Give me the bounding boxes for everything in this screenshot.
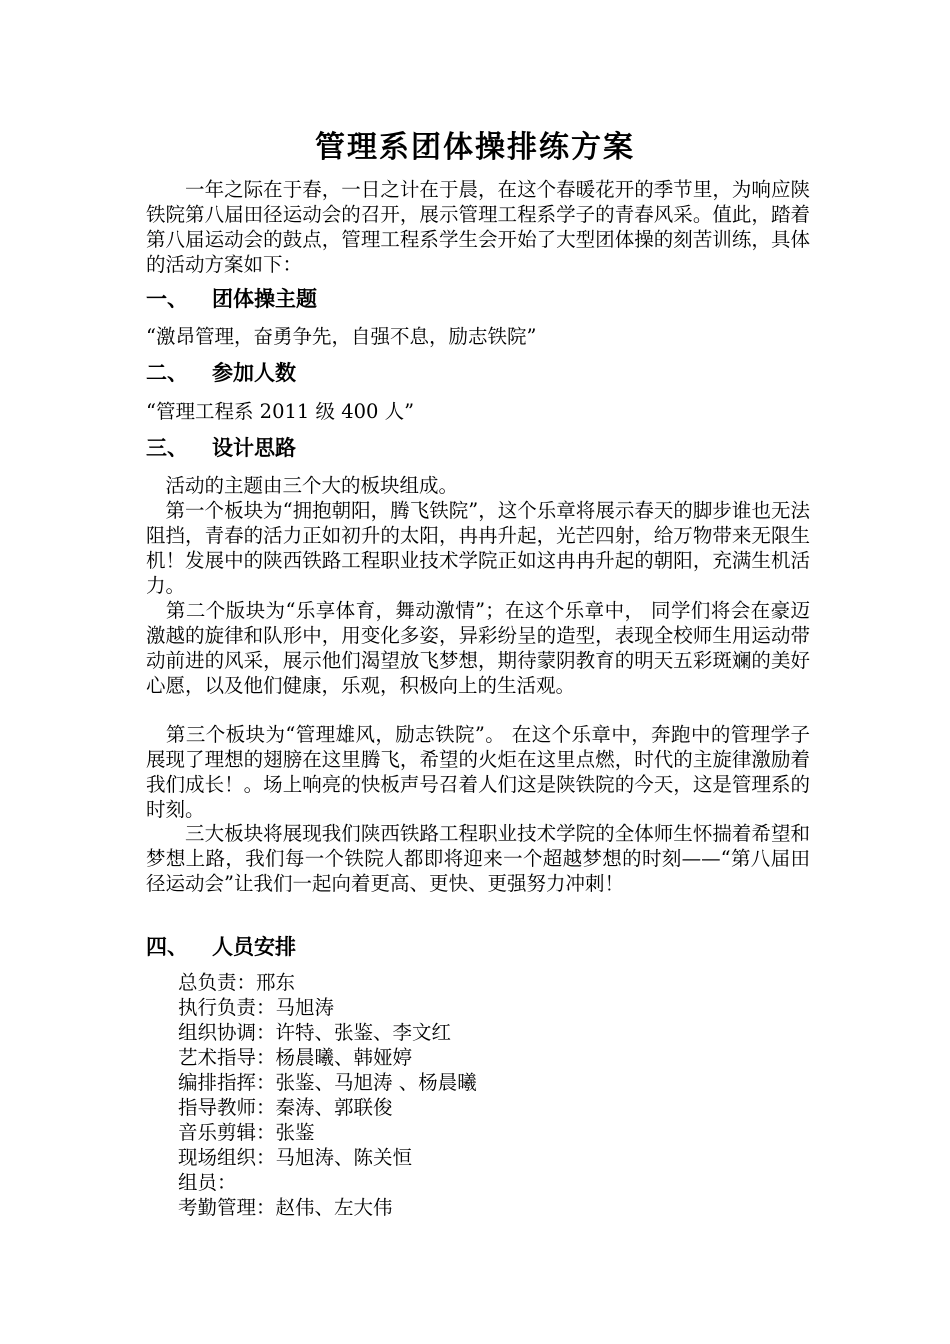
section-number: 三、: [146, 436, 188, 460]
staff-line: 现场组织：马旭涛、陈关恒: [178, 1146, 413, 1169]
staff-line: 艺术指导：杨晨曦、韩娅婷: [178, 1046, 413, 1069]
section-heading-theme: [146, 284, 810, 314]
theme-slogan: “激昂管理，奋勇争先，自强不息，励志铁院”: [146, 325, 537, 348]
section-heading-design: [146, 433, 810, 463]
section-number: 四、: [146, 935, 188, 959]
section-title: 设计思路: [212, 436, 296, 460]
staff-line: 组员：: [178, 1171, 237, 1194]
staff-line: 编排指挥：张鉴、马旭涛 、杨晨曦: [178, 1071, 477, 1094]
section-title: 人员安排: [212, 935, 296, 959]
design-paragraph-2: 第一个板块为“拥抱朝阳，腾飞铁院”，这个乐章将展示春天的脚步谁也无法阻挡，青春的活力正如初升的太阳，冉冉升起，光芒四射，给万物带来无限生机！发展中的陕西铁路工程职业技术学院正如这冉冉升起的朝阳，充满生机活力。: [146, 499, 810, 597]
staff-line: 指导教师：秦涛、郭联俊: [178, 1096, 393, 1119]
design-paragraph-3: 第二个版块为“乐享体育，舞动激情”；在这个乐章中， 同学们将会在豪迈激越的旋律和队形中，用变化多姿，异彩纷呈的造型，表现全校师生用运动带动前进的风采，展示他们渴望放飞梦想，期待蒙阴教育的明天五彩斑斓的美好心愿，以及他们健康，乐观，积极向上的生活观。: [146, 599, 810, 697]
section-heading-participants: [146, 358, 810, 388]
staff-line: 音乐剪辑：张鉴: [178, 1121, 315, 1144]
staff-line: 考勤管理：赵伟、左大伟: [178, 1196, 393, 1219]
design-paragraph-1: 活动的主题由三个大的板块组成。: [146, 474, 459, 497]
section-title: 参加人数: [212, 361, 296, 385]
section-title: 团体操主题: [212, 287, 317, 311]
design-paragraph-4: 第三个板块为“管理雄风，励志铁院”。 在这个乐章中，奔跑中的管理学子展现了理想的翅膀在这里腾飞，希望的火炬在这里点燃，时代的主旋律激励着我们成长！。场上响亮的快板声号召着人们这是陕铁院的今天，这是管理系的时刻。: [146, 723, 810, 821]
participant-count: “管理工程系 2011 级 400 人”: [146, 400, 415, 423]
staff-line: 组织协调：许特、张鉴、李文红: [178, 1021, 452, 1044]
section-number: 一、: [146, 287, 188, 311]
staff-line: 执行负责：马旭涛: [178, 996, 335, 1019]
intro-paragraph: 一年之际在于春，一日之计在于晨，在这个春暖花开的季节里，为响应陕铁院第八届田径运动会的召开，展示管理工程系学子的青春风采。值此，踏着第八届运动会的鼓点，管理工程系学生会开始了大型团体操的刻苦训练，具体的活动方案如下：: [146, 178, 810, 276]
staff-line: 总负责：邢东: [178, 971, 296, 994]
design-paragraph-5: 三大板块将展现我们陕西铁路工程职业技术学院的全体师生怀揣着希望和梦想上路，我们每一个铁院人都即将迎来一个超越梦想的时刻——“第八届田径运动会”让我们一起向着更高、更快、更强努力冲刺！: [146, 822, 810, 895]
section-number: 二、: [146, 361, 188, 385]
section-heading-staff: [146, 932, 810, 962]
document-title: 管理系团体操排练方案: [315, 130, 635, 165]
